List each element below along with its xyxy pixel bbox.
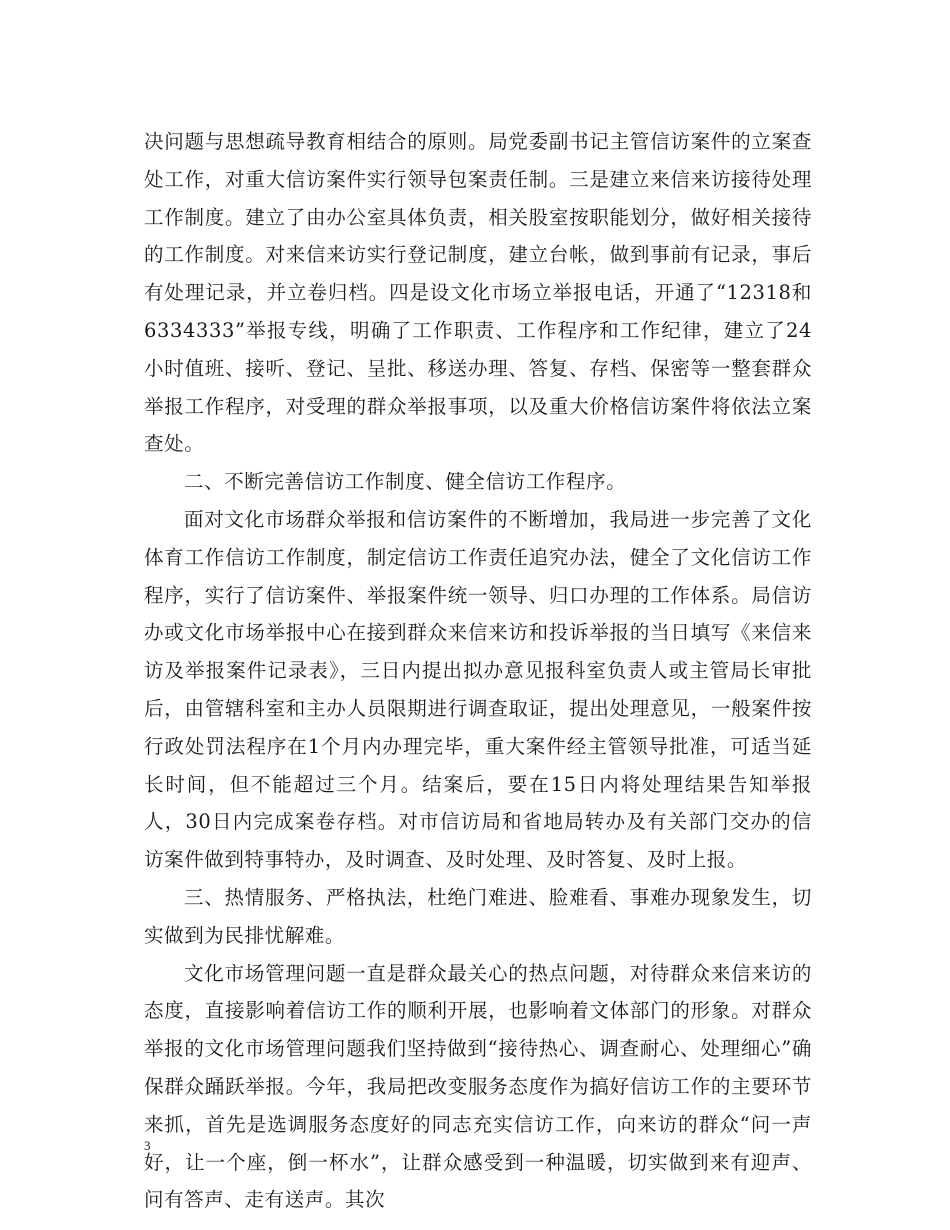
- section-heading-3: 三、热情服务、严格执法，杜绝门难进、脸难看、事难办现象发生，切实做到为民排忧解难。: [144, 885, 812, 947]
- paragraph: 文化市场管理问题一直是群众最关心的热点问题，对待群众来信来访的态度，直接影响着信访工作的顺利开展，也影响着文体部门的形象。对群众举报的文化市场管理问题我们坚持做到“接待热心、调查耐心、处理细心”确保群众踊跃举报。今年，我局把改变服务态度作为搞好信访工作的主要环节来抓，首先是选调服务态度好的同志充实信访工作，向来访的群众“问一声好，让一个座，倒一杯水”，让群众感受到一种温暖，切实做到来有迎声、问有答声、走有送声。其次: [144, 961, 812, 1212]
- section-heading-2: 二、不断完善信访工作制度、健全信访工作程序。: [184, 470, 627, 494]
- paragraph: 面对文化市场群众举报和信访案件的不断增加，我局进一步完善了文化体育工作信访工作制度，制定信访工作责任追究办法，健全了文化信访工作程序，实行了信访案件、举报案件统一领导、归口办理的工作体系。局信访办或文化市场举报中心在接到群众来信来访和投诉举报的当日填写《来信来访及举报案件记录表》，三日内提出拟办意见报科室负责人或主管局长审批后，由管辖科室和主办人员限期进行调查取证，提出处理意见，一般案件按行政处罚法程序在1个月内办理完毕，重大案件经主管领导批准，可适当延长时间，但不能超过三个月。结案后，要在15日内将处理结果告知举报人，30日内完成案卷存档。对市信访局和省地局转办及有关部门交办的信访案件做到特事特办，及时调查、及时处理、及时答复、及时上报。: [144, 507, 812, 872]
- page-number: 3: [144, 1138, 151, 1153]
- document-body: [144, 123, 812, 1219]
- paragraph-continuation: 决问题与思想疏导教育相结合的原则。局党委副书记主管信访案件的立案查处工作，对重大信访案件实行领导包案责任制。三是建立来信来访接待处理工作制度。建立了由办公室具体负责，相关股室按职能划分，做好相关接待的工作制度。对来信来访实行登记制度，建立台帐，做到事前有记录，事后有处理记录，并立卷归档。四是设文化市场立举报电话，开通了“12318和6334333”举报专线，明确了工作职责、工作程序和工作纪律，建立了24小时值班、接听、登记、呈批、移送办理、答复、存档、保密等一整套群众举报工作程序，对受理的群众举报事项，以及重大价格信访案件将依法立案查处。: [144, 130, 812, 456]
